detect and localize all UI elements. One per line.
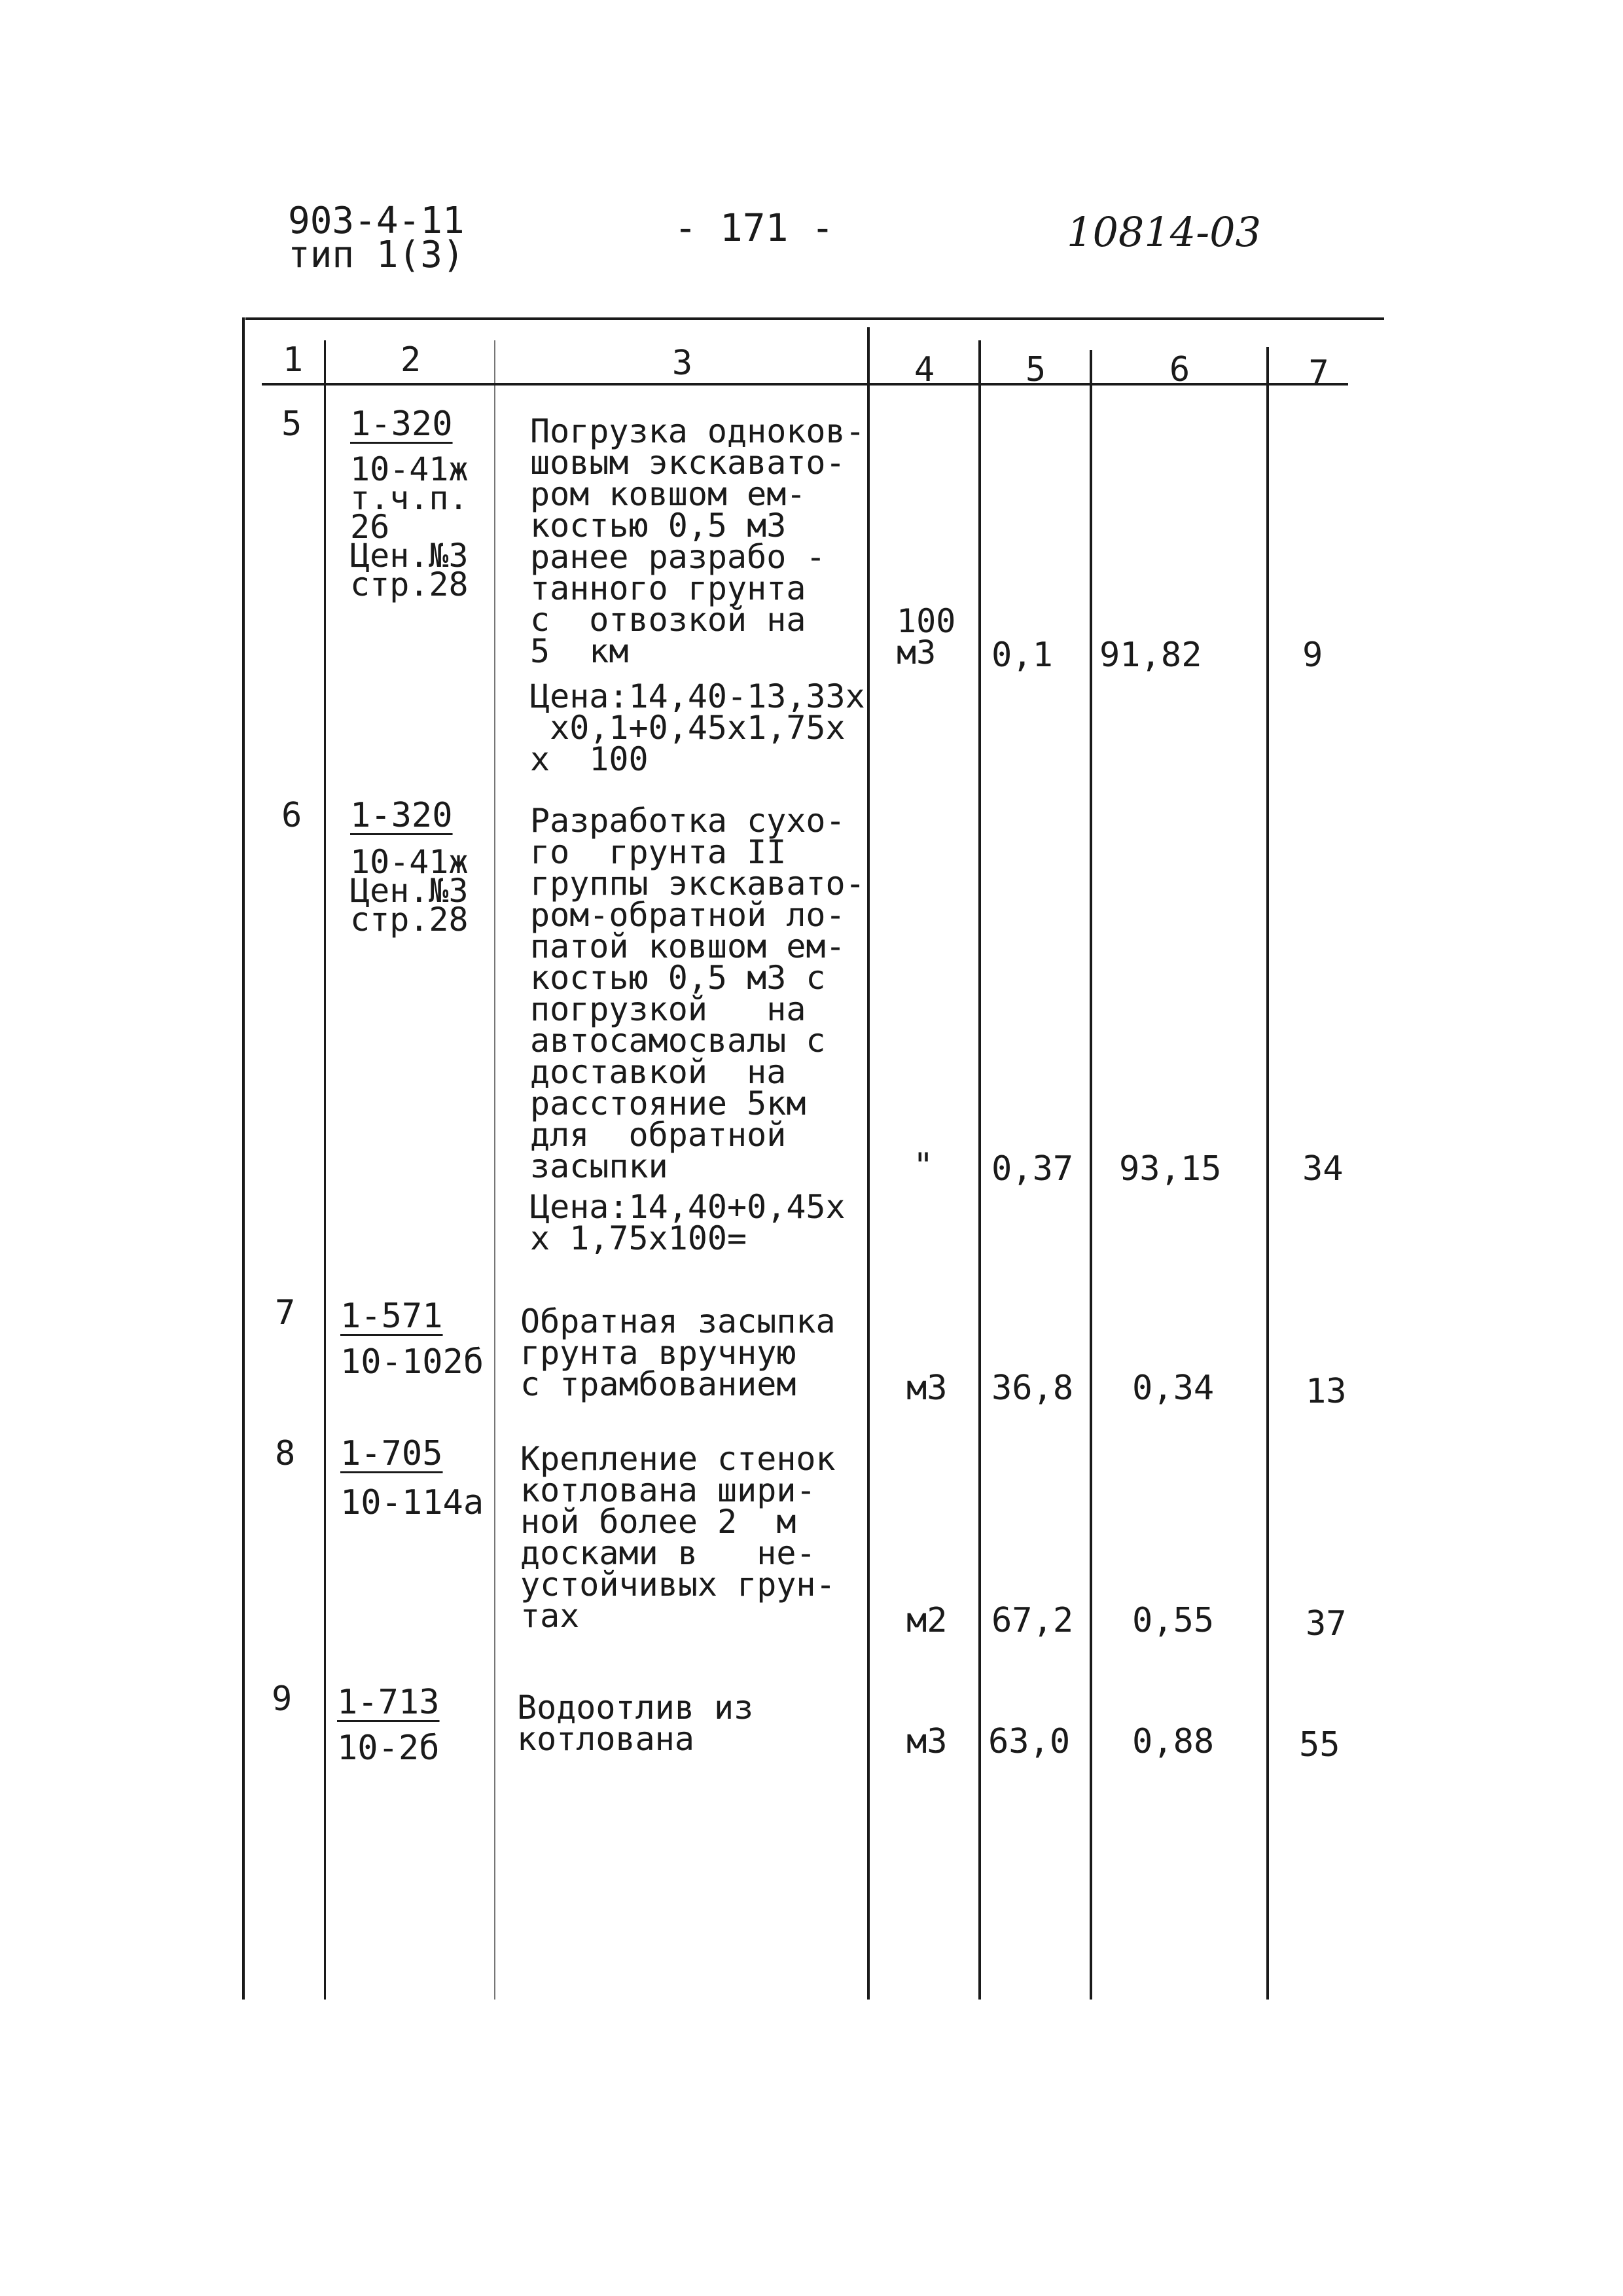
column-separator-1 <box>324 340 326 2000</box>
total-cost: 13 <box>1306 1372 1347 1411</box>
unit: " <box>913 1146 934 1185</box>
norm-reference: 10-2б <box>337 1729 440 1768</box>
norm-code: 1-713 <box>337 1683 440 1722</box>
norm-reference: 10-41ж Цен.№3 стр.28 <box>350 843 469 939</box>
handwritten-code: 10814-03 <box>1067 208 1262 256</box>
quantity: 67,2 <box>991 1601 1074 1640</box>
norm-code: 1-705 <box>340 1434 443 1473</box>
unit-price: 91,82 <box>1099 636 1202 675</box>
unit: 100 м3 <box>897 602 956 672</box>
column-separator-4 <box>978 340 981 2000</box>
row-number: 6 <box>281 796 302 835</box>
total-cost: 55 <box>1299 1725 1340 1765</box>
unit-price: 0,88 <box>1132 1722 1215 1761</box>
norm-code: 1-320 <box>350 796 453 835</box>
norm-reference: 10-102б <box>340 1342 484 1382</box>
quantity: 0,1 <box>991 636 1053 675</box>
work-description: Обратная засыпка грунта вручную с трамбованием <box>520 1302 836 1403</box>
document-type: тип 1(3) <box>288 234 465 276</box>
column-separator-6 <box>1266 347 1269 2000</box>
document-code: 903-4-11 <box>288 200 465 242</box>
column-header-3: 3 <box>671 344 693 383</box>
column-separator-5 <box>1090 350 1092 2000</box>
column-header-7: 7 <box>1308 353 1329 393</box>
total-cost: 37 <box>1306 1604 1347 1643</box>
row-number: 8 <box>275 1434 296 1473</box>
row-number: 7 <box>275 1293 296 1333</box>
price-formula: Цена:14,40-13,33х х0,1+0,45х1,75х х 100 <box>530 677 865 778</box>
table-left-border <box>242 317 245 2000</box>
total-cost: 34 <box>1302 1149 1344 1189</box>
unit: м3 <box>906 1369 948 1408</box>
work-description: Разработка сухо- го грунта II группы экскавато- ром-обратной ло- патой ковшом ем- костью 0,5 м3 с погрузкой на автосамосвалы с доставкой на расстояние 5км для обратной засыпки <box>530 802 865 1185</box>
work-description: Водоотлив из котлована <box>517 1689 754 1758</box>
norm-reference: 10-41ж т.ч.п. 26 Цен.№3 стр.28 <box>350 450 469 603</box>
row-number: 5 <box>281 404 302 444</box>
price-formula: Цена:14,40+0,45х х 1,75х100= <box>530 1188 846 1257</box>
column-separator-2 <box>494 340 495 2000</box>
norm-code: 1-571 <box>340 1297 443 1336</box>
row-number: 9 <box>272 1679 293 1719</box>
work-description: Крепление стенок котлована шири- ной более 2 м досками в не- устойчивых грун- тах <box>520 1440 836 1635</box>
column-header-4: 4 <box>914 350 935 389</box>
quantity: 36,8 <box>991 1369 1074 1408</box>
quantity: 63,0 <box>988 1722 1071 1761</box>
total-cost: 9 <box>1302 636 1323 675</box>
column-separator-3 <box>867 327 870 2000</box>
column-header-5: 5 <box>1025 350 1046 389</box>
norm-reference: 10-114а <box>340 1483 484 1522</box>
column-header-1: 1 <box>282 340 304 380</box>
unit-price: 0,55 <box>1132 1601 1215 1640</box>
unit-price: 0,34 <box>1132 1369 1215 1408</box>
unit-price: 93,15 <box>1119 1149 1222 1189</box>
unit: м2 <box>906 1601 948 1640</box>
work-description: Погрузка одноков- шовым экскавато- ром ковшом ем- костью 0,5 м3 ранее разрабо - танного грунта с отвозкой на 5 км <box>530 412 865 670</box>
page-number: - 171 - <box>674 206 834 250</box>
table-top-border <box>245 317 1384 320</box>
unit: м3 <box>906 1722 948 1761</box>
column-header-6: 6 <box>1169 350 1190 389</box>
norm-code: 1-320 <box>350 404 453 444</box>
quantity: 0,37 <box>991 1149 1074 1189</box>
column-header-2: 2 <box>400 340 421 380</box>
